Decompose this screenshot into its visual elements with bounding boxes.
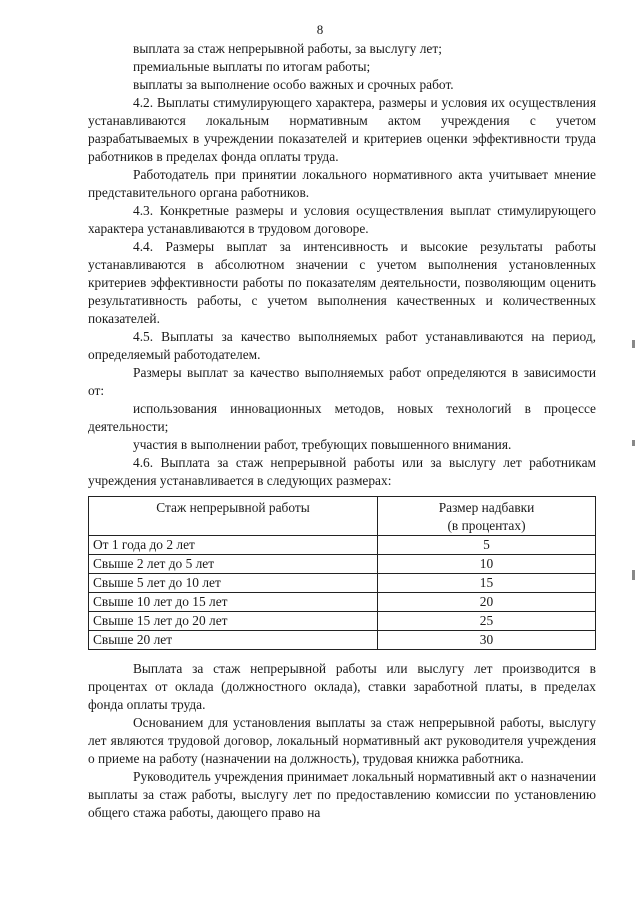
paragraph: Руководитель учреждения принимает локальный нормативный акт о назначении выплаты за стаж работы, выслугу лет по предоставлению комиссии по установлению общего стажа работы, дающего право на	[88, 769, 596, 820]
list-item: премиальные выплаты по итогам работы;	[133, 59, 371, 74]
table-row	[89, 631, 596, 650]
list-item: использования инновационных методов, новых технологий в процессе деятельности;	[88, 401, 596, 434]
table-cell-value: 15	[378, 574, 596, 593]
table-header-cell: Стаж непрерывной работы	[89, 497, 378, 536]
scan-margin-mark	[632, 440, 635, 446]
list-item: выплата за стаж непрерывной работы, за выслугу лет;	[133, 41, 442, 56]
table-cell-period: От 1 года до 2 лет	[89, 536, 378, 555]
table-header-text: Размер надбавки	[438, 500, 535, 515]
table-row	[89, 593, 596, 612]
table-header-cell	[378, 497, 596, 536]
scan-margin-mark	[632, 570, 635, 580]
seniority-bonus-table	[88, 496, 596, 650]
table-row	[89, 536, 596, 555]
paragraph: Работодатель при принятии локального нормативного акта учитывает мнение представительного органа работников.	[88, 167, 596, 200]
table-row	[89, 574, 596, 593]
paragraph-4-5: 4.5. Выплаты за качество выполняемых работ устанавливаются на период, определяемый работодателем.	[88, 329, 596, 362]
paragraph-4-2: 4.2. Выплаты стимулирующего характера, размеры и условия их осуществления устанавливаются локальным нормативным актом учреждения с учетом разрабатываемых в учреждении показателей и критериев оценки эффективности труда работников в пределах фонда оплаты труда.	[88, 95, 596, 164]
paragraph-4-3: 4.3. Конкретные размеры и условия осуществления выплат стимулирующего характера устанавливаются в трудовом договоре.	[88, 203, 596, 236]
table-header-row	[89, 497, 596, 536]
document-body	[88, 40, 596, 822]
table-cell-value: 25	[378, 612, 596, 631]
table-cell-period: Свыше 15 лет до 20 лет	[89, 612, 378, 631]
table-cell-value: 20	[378, 593, 596, 612]
list-item: участия в выполнении работ, требующих повышенного внимания.	[133, 437, 512, 452]
paragraph-4-6: 4.6. Выплата за стаж непрерывной работы или за выслугу лет работникам учреждения устанавливается в следующих размерах:	[88, 455, 596, 488]
page-number: 8	[316, 22, 324, 37]
table-cell-period: Свыше 2 лет до 5 лет	[89, 555, 378, 574]
table-cell-period: Свыше 20 лет	[89, 631, 378, 650]
paragraph: Размеры выплат за качество выполняемых работ определяются в зависимости от:	[88, 365, 596, 398]
table-cell-period: Свыше 10 лет до 15 лет	[89, 593, 378, 612]
table-cell-period: Свыше 5 лет до 10 лет	[89, 574, 378, 593]
list-item: выплаты за выполнение особо важных и срочных работ.	[133, 77, 454, 92]
paragraph: Выплата за стаж непрерывной работы или выслугу лет производится в процентах от оклада (должностного оклада), ставки заработной платы, в пределах фонда оплаты труда.	[88, 661, 596, 712]
table-cell-value: 10	[378, 555, 596, 574]
paragraph-4-4: 4.4. Размеры выплат за интенсивность и высокие результаты работы устанавливаются в абсолютном значении с учетом выполнения установленных критериев эффективности работы по показателям деятельности, позволяющим оценить результативность работы, с учетом выполнения качественных и количественных показателей.	[88, 239, 596, 326]
table-header-text: (в процентах)	[447, 518, 526, 533]
table-cell-value: 30	[378, 631, 596, 650]
scan-margin-mark	[632, 340, 635, 348]
table-row	[89, 612, 596, 631]
table-row	[89, 555, 596, 574]
table-cell-value: 5	[378, 536, 596, 555]
paragraph: Основанием для установления выплаты за стаж непрерывной работы, выслугу лет являются трудовой договор, локальный нормативный акт руководителя учреждения о приеме на работу (назначении на должность), трудовая книжка работника.	[88, 715, 596, 766]
